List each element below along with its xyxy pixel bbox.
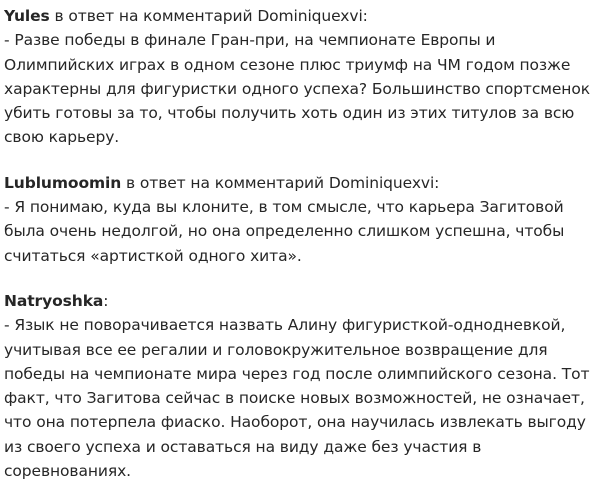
reply-note: в ответ на комментарий Dominiquexvi:	[121, 173, 440, 192]
comment-text: - Язык не поворачивается назвать Алину фигуристкой-однодневкой, учитывая все ее регалии и головокружительное возвращение для победы на чемпионате мира через год после олимпийского сезона. Тот факт, что Загитова сейчас в поиске новых возможностей, не означает, что она потерпела фиаско. Наоборот, она научилась извлекать выгоду из своего успеха и оставаться на виду даже без участия в соревнованиях.	[4, 316, 590, 481]
comment-text: - Разве победы в финале Гран-при, на чемпионате Европы и Олимпийских играх в одном сезоне плюс триумф на ЧМ годом позже характерны для фигуристки одного успеха? Большинство спортсменок убить готовы за то, чтобы получить хоть один из этих титулов за всю свою карьеру.	[4, 31, 590, 147]
comment-author: Yules	[4, 7, 50, 25]
comment-yules	[4, 4, 608, 150]
comment-lublumoomin	[4, 171, 608, 268]
comment-author: Lublumoomin	[4, 173, 122, 192]
comment-author: Natryoshka	[4, 291, 104, 310]
comment-header	[4, 4, 608, 28]
reply-note: в ответ на комментарий Dominiquexvi:	[49, 7, 368, 25]
comment-natryoshka	[4, 289, 608, 483]
comment-header	[4, 171, 608, 195]
comment-text: - Я понимаю, куда вы клоните, в том смысле, что карьера Загитовой была очень недолгой, но она определенно слишком успешна, чтобы считаться «артисткой одного хита».	[4, 198, 565, 265]
comment-header	[4, 289, 608, 313]
reply-note: :	[103, 291, 109, 310]
